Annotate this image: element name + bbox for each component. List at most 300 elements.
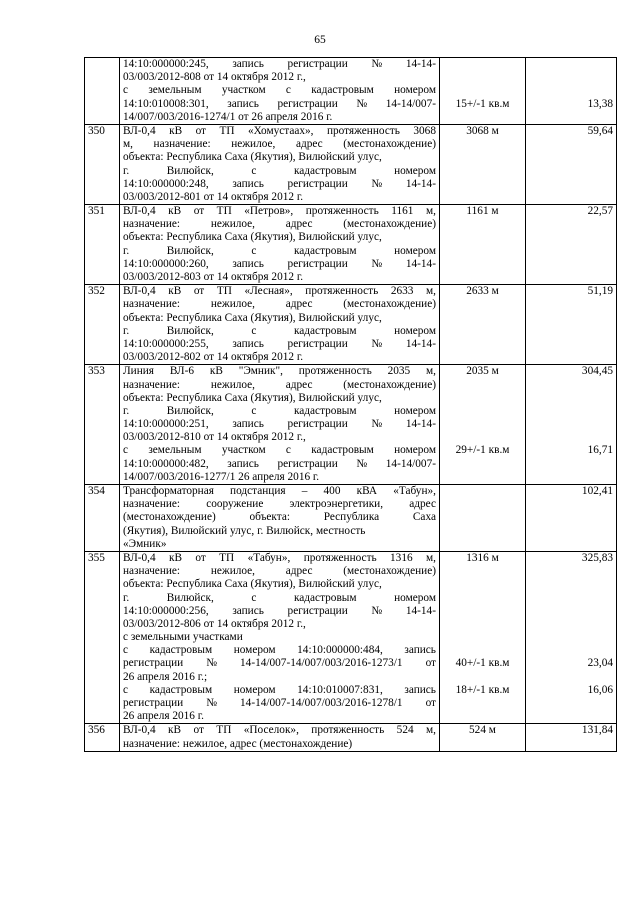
word: ВЛ-0,4 <box>123 124 156 137</box>
word: регистрации <box>123 657 184 670</box>
word: Вилюйск, <box>166 244 214 257</box>
word: 524 <box>396 724 414 737</box>
word: 2035 <box>387 365 411 378</box>
word: запись <box>232 58 264 70</box>
word: 2633 <box>390 285 414 298</box>
value-cell <box>526 551 617 723</box>
object-description <box>120 124 440 204</box>
word: регистрации <box>277 97 338 110</box>
description-line <box>123 325 436 338</box>
description-line <box>123 205 436 218</box>
word: кадастровым <box>293 164 357 177</box>
description-line <box>123 565 436 578</box>
word: «Петров», <box>244 205 294 218</box>
word: (местонахождение) <box>343 565 436 578</box>
word: с <box>251 591 257 604</box>
description-line <box>123 84 436 97</box>
word: № <box>206 657 218 670</box>
amount-value: 13,38 <box>587 97 613 110</box>
word: ТП <box>216 205 232 218</box>
spacer <box>529 605 613 618</box>
quantity-value: 29+/-1 кв.м <box>455 444 510 457</box>
spacer <box>443 379 522 392</box>
quantity-value: 18+/-1 кв.м <box>455 683 510 696</box>
word: подстанция <box>230 485 286 497</box>
amount-value: 304,45 <box>581 365 613 378</box>
description-line: (Якутия), Вилюйский улус, г. Вилюйск, местность <box>123 524 366 537</box>
word: запись <box>232 604 264 617</box>
word: № <box>356 457 368 470</box>
word: 14-14/007- <box>385 97 436 110</box>
word: ВЛ-0,4 <box>123 205 156 218</box>
word: от <box>425 697 436 709</box>
word: кадастровым <box>149 644 213 657</box>
word: протяженность <box>326 124 400 137</box>
word: номером <box>394 84 436 97</box>
word: "Эмник", <box>238 365 283 378</box>
word: земельным <box>148 444 202 457</box>
object-description <box>120 205 440 285</box>
description-line <box>123 138 436 151</box>
word: 14-14- <box>405 257 436 270</box>
quantity-value: 524 м <box>469 724 496 737</box>
word: Вилюйск, <box>166 591 214 604</box>
word: кВ <box>169 124 183 137</box>
table-row <box>85 365 617 485</box>
value-cell <box>526 124 617 204</box>
object-description <box>120 58 440 125</box>
word: «Табун», <box>393 485 436 497</box>
description-line: объекта: Республика Саха (Якутия), Вилюйский улус, <box>123 578 382 591</box>
word: номером <box>394 244 436 257</box>
word: Вилюйск, <box>166 164 214 177</box>
word: от <box>193 285 205 298</box>
quantity-value: 40+/-1 кв.м <box>455 657 510 670</box>
word: запись <box>227 457 259 470</box>
word: кадастровым <box>149 683 213 696</box>
quantity-value: 15+/-1 кв.м <box>455 97 510 110</box>
word: ВЛ-0,4 <box>123 285 156 298</box>
word: 3068 <box>413 124 436 137</box>
spacer <box>529 671 613 684</box>
word: г. <box>123 324 130 337</box>
word: назначение: <box>123 498 181 511</box>
word: 14:10:000000:255, <box>123 337 209 350</box>
word: 1161 <box>391 205 414 218</box>
word: регистрации <box>123 697 184 709</box>
word: регистрации <box>277 457 338 470</box>
amount-value: 102,41 <box>581 485 613 497</box>
quantity-cell <box>440 285 526 365</box>
spacer <box>443 605 522 618</box>
word: 14:10:010008:301, <box>123 97 209 110</box>
word: с <box>123 444 129 457</box>
table-row <box>85 124 617 204</box>
spacer <box>443 618 522 631</box>
table-row <box>85 285 617 365</box>
word: 14-14- <box>405 418 436 431</box>
word: г. <box>123 164 130 177</box>
description-line <box>123 245 436 258</box>
quantity-value: 1316 м <box>466 551 499 564</box>
quantity-value: 2035 м <box>466 365 499 378</box>
table-row <box>85 58 617 125</box>
description-line <box>123 285 436 298</box>
object-description <box>120 485 440 552</box>
quantity-cell <box>440 365 526 485</box>
description-line: 14/007/003/2016-1274/1 от 26 апреля 2016 г. <box>123 110 333 123</box>
description-line <box>123 657 436 670</box>
description-line <box>123 684 436 697</box>
word: м, <box>426 724 436 737</box>
description-line <box>123 98 436 111</box>
word: кадастровым <box>311 84 374 97</box>
word: № <box>356 97 368 110</box>
spacer <box>529 418 613 431</box>
description-line <box>123 379 436 392</box>
word: запись <box>232 257 264 270</box>
word: кадастровым <box>293 404 357 417</box>
word: м, <box>426 365 436 378</box>
word: (местонахождение) <box>123 511 216 524</box>
word: Трансформаторная <box>123 485 214 497</box>
word: с <box>251 324 257 337</box>
word: кВ <box>168 724 182 737</box>
word: кадастровым <box>293 591 357 604</box>
word: м, <box>123 138 133 151</box>
spacer <box>529 71 613 84</box>
word: регистрации <box>287 58 348 70</box>
word: с <box>123 84 129 97</box>
word: нежилое, <box>210 298 256 311</box>
word: кВА <box>356 485 378 497</box>
word: с <box>123 683 129 696</box>
description-line <box>123 458 436 471</box>
object-description <box>120 724 440 751</box>
row-number: 350 <box>85 124 120 204</box>
word: 14-14- <box>405 58 436 70</box>
word: (местонахождение) <box>343 378 436 391</box>
description-line <box>123 405 436 418</box>
row-number: 353 <box>85 365 120 485</box>
word: номером <box>394 164 436 177</box>
word: запись <box>232 177 264 190</box>
word: регистрации <box>287 337 348 350</box>
word: кВ <box>168 205 182 218</box>
word: земельным <box>148 84 202 97</box>
word: адрес <box>409 498 436 511</box>
object-description <box>120 365 440 485</box>
object-description <box>120 285 440 365</box>
spacer <box>443 592 522 605</box>
spacer <box>529 405 613 418</box>
word: кВ <box>209 365 223 378</box>
amount-value: 325,83 <box>581 551 613 564</box>
value-cell <box>526 285 617 365</box>
word: г. <box>123 404 130 417</box>
word: протяженность <box>303 551 377 564</box>
description-line: объекта: Республика Саха (Якутия), Вилюйский улус, <box>123 151 382 164</box>
word: 14-14- <box>405 337 436 350</box>
word: № <box>371 604 383 617</box>
word: назначение: <box>153 138 211 151</box>
word: назначение: <box>123 218 181 231</box>
word: ТП <box>219 124 235 137</box>
amount-value: 131,84 <box>581 724 613 737</box>
word: «Табун», <box>247 551 291 564</box>
description-line <box>123 258 436 271</box>
word: протяженность <box>305 205 379 218</box>
spacer <box>443 58 522 71</box>
description-line <box>123 178 436 191</box>
word: адрес <box>285 565 313 578</box>
word: Вилюйск, <box>166 324 214 337</box>
description-line <box>123 338 436 351</box>
description-line <box>123 218 436 231</box>
word: г. <box>123 244 130 257</box>
word: нежилое, <box>231 138 276 151</box>
spacer <box>529 565 613 578</box>
word: (местонахождение) <box>343 218 436 231</box>
description-line: 03/003/2012-801 от 14 октября 2012 г. <box>123 190 304 203</box>
word: м, <box>425 285 436 298</box>
word: нежилое, <box>210 218 256 231</box>
word: кадастровым <box>293 324 357 337</box>
word: Саха <box>412 511 436 524</box>
description-line: 03/003/2012-810 от 14 октября 2012 г., <box>123 431 306 444</box>
spacer <box>443 631 522 644</box>
quantity-cell <box>440 124 526 204</box>
word: нежилое, <box>210 565 256 578</box>
spacer <box>443 392 522 405</box>
spacer <box>529 431 613 444</box>
word: протяженность <box>298 365 372 378</box>
description-line <box>123 365 436 378</box>
description-line: объекта: Республика Саха (Якутия), Вилюйский улус, <box>123 231 382 244</box>
table-row <box>85 551 617 723</box>
spacer <box>443 71 522 84</box>
word: ТП <box>216 285 232 298</box>
word: протяженность <box>305 285 379 298</box>
description-line <box>123 125 436 138</box>
word: 1316 <box>390 551 413 564</box>
description-line: объекта: Республика Саха (Якутия), Вилюйский улус, <box>123 311 382 324</box>
quantity-cell <box>440 724 526 751</box>
description-line: 03/003/2012-803 от 14 октября 2012 г. <box>123 271 304 283</box>
word: номером <box>394 404 436 417</box>
word: сооружение <box>206 498 264 511</box>
amount-value: 16,71 <box>587 444 613 457</box>
word: номером <box>394 324 436 337</box>
spacer <box>443 418 522 431</box>
description-line <box>123 511 436 524</box>
description-line <box>123 485 436 498</box>
word: запись <box>227 97 259 110</box>
table-row <box>85 485 617 552</box>
word: 14:10:000000:251, <box>123 418 209 431</box>
word: – <box>301 485 308 497</box>
word: (местонахождение) <box>343 138 436 151</box>
value-cell <box>526 58 617 125</box>
word: г. <box>123 591 130 604</box>
description-line <box>123 418 436 431</box>
description-line <box>123 697 436 710</box>
amount-value: 59,64 <box>587 124 613 137</box>
word: 14-14/007- <box>385 457 436 470</box>
word: 14:10:000000:260, <box>123 257 209 270</box>
word: протяженность <box>311 724 385 737</box>
table-row <box>85 724 617 751</box>
word: 14-14/007-14/007/003/2016-1273/1 <box>240 657 403 670</box>
word: номером <box>394 444 436 457</box>
word: адрес <box>295 138 323 151</box>
word: ВЛ-0,4 <box>123 724 156 737</box>
spacer <box>529 58 613 71</box>
value-cell <box>526 485 617 552</box>
word: запись <box>232 337 264 350</box>
spacer <box>443 565 522 578</box>
spacer <box>443 431 522 444</box>
description-line <box>123 592 436 605</box>
spacer <box>529 379 613 392</box>
amount-value: 16,06 <box>587 683 613 696</box>
row-number: 352 <box>85 285 120 365</box>
description-line <box>123 724 436 737</box>
word: регистрации <box>287 177 348 190</box>
word: м, <box>425 205 436 218</box>
description-line: 26 апреля 2016 г. <box>123 710 204 723</box>
word: «Хомустаах», <box>247 124 314 137</box>
word: участком <box>221 84 266 97</box>
spacer <box>529 631 613 644</box>
word: регистрации <box>287 604 348 617</box>
description-line <box>123 498 436 511</box>
word: 400 <box>323 485 341 497</box>
word: 14-14/007-14/007/003/2016-1278/1 <box>240 697 403 709</box>
description-line: назначение: нежилое, адрес (местонахождение) <box>123 737 353 750</box>
description-line: 03/003/2012-802 от 14 октября 2012 г. <box>123 351 304 364</box>
word: № <box>371 257 383 270</box>
word: кВ <box>169 551 183 564</box>
spacer <box>443 671 522 684</box>
value-cell <box>526 724 617 751</box>
word: Вилюйск, <box>166 404 214 417</box>
word: адрес <box>285 378 313 391</box>
word: № <box>371 177 383 190</box>
word: № <box>206 697 218 709</box>
word: кВ <box>168 285 182 298</box>
word: от <box>425 657 436 670</box>
word: (местонахождение) <box>343 298 436 311</box>
word: 14:10:000000:248, <box>123 177 209 190</box>
word: номером <box>394 591 436 604</box>
word: ТП <box>216 724 232 737</box>
word: от <box>195 124 206 137</box>
amount-value: 23,04 <box>587 657 613 670</box>
row-number <box>85 58 120 125</box>
row-number: 354 <box>85 485 120 552</box>
spacer <box>529 644 613 657</box>
description-line <box>123 58 436 71</box>
quantity-cell <box>440 58 526 125</box>
description-line <box>123 165 436 178</box>
spacer <box>443 644 522 657</box>
description-line <box>123 605 436 618</box>
word: назначение: <box>123 298 181 311</box>
property-registry-table <box>84 57 617 752</box>
word: с <box>251 244 257 257</box>
word: с <box>251 164 257 177</box>
description-line: 03/003/2012-808 от 14 октября 2012 г., <box>123 71 306 84</box>
word: адрес <box>285 218 313 231</box>
page-number: 65 <box>314 34 326 46</box>
spacer <box>443 84 522 97</box>
word: № <box>371 58 383 70</box>
row-number: 351 <box>85 205 120 285</box>
quantity-cell <box>440 551 526 723</box>
description-line: 14/007/003/2016-1277/1 26 апреля 2016 г. <box>123 470 320 483</box>
word: 14:10:000000:256, <box>123 604 209 617</box>
word: 14:10:010007:831, <box>297 683 383 696</box>
word: с <box>251 404 257 417</box>
description-line: 03/003/2012-806 от 14 октября 2012 г., <box>123 617 306 630</box>
word: от <box>195 551 206 564</box>
spacer <box>443 405 522 418</box>
word: ВЛ-6 <box>169 365 195 378</box>
row-number: 355 <box>85 551 120 723</box>
word: «Поселок», <box>243 724 299 737</box>
object-description <box>120 551 440 723</box>
word: регистрации <box>287 418 348 431</box>
spacer <box>529 578 613 591</box>
quantity-value: 3068 м <box>466 124 499 137</box>
word: запись <box>232 418 264 431</box>
spacer <box>443 485 522 498</box>
word: 14:10:000000:245, <box>123 58 209 70</box>
word: от <box>193 205 205 218</box>
word: с <box>285 84 291 97</box>
quantity-value: 1161 м <box>466 205 499 218</box>
word: 14-14- <box>405 177 436 190</box>
quantity-cell <box>440 205 526 285</box>
word: адрес <box>285 298 313 311</box>
word: ВЛ-0,4 <box>123 551 156 564</box>
word: объекта: <box>249 511 290 524</box>
quantity-cell <box>440 485 526 552</box>
row-number: 356 <box>85 724 120 751</box>
spacer <box>529 592 613 605</box>
word: № <box>371 337 383 350</box>
word: м, <box>425 551 436 564</box>
word: номером <box>233 644 276 657</box>
table-row <box>85 205 617 285</box>
word: запись <box>404 644 436 657</box>
word: назначение: <box>123 378 181 391</box>
word: Линия <box>123 365 154 378</box>
quantity-value: 2633 м <box>466 285 499 298</box>
description-line <box>123 444 436 457</box>
word: назначение: <box>123 565 181 578</box>
description-line: «Эмник» <box>123 537 167 550</box>
description-line: 26 апреля 2016 г.; <box>123 670 208 683</box>
word: номером <box>233 683 276 696</box>
word: нежилое, <box>210 378 256 391</box>
description-line <box>123 644 436 657</box>
word: регистрации <box>287 257 348 270</box>
word: от <box>193 724 204 737</box>
spacer <box>529 618 613 631</box>
amount-value: 22,57 <box>587 205 613 218</box>
